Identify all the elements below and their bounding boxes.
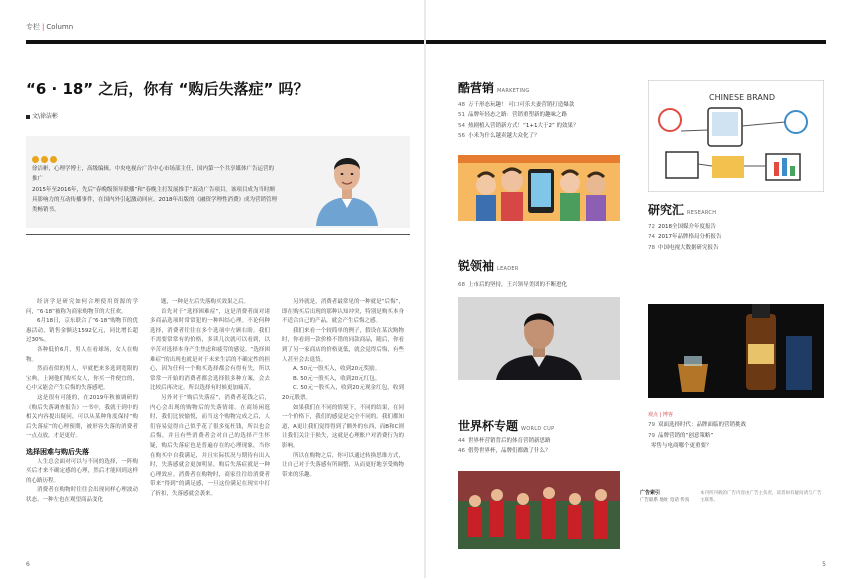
- article-headline: “6 · 18” 之后，你有 “购后失落症” 吗？: [26, 80, 309, 98]
- paragraph: 另外就是，消费者最常见的一种就是“后悔”，即在购买后出现的那种认知冲突，特别是购买本身不适合自己的产品，就会产生后悔之感。: [282, 299, 404, 325]
- section-leader-title: [458, 257, 519, 274]
- paragraph: 然而看似的男人，早就把来多选到宽限的宝典，上网他们购买女人，你买一件便宜的，心中又能会产生后悔的失落感吧。: [26, 366, 138, 392]
- marketing-list: [458, 100, 638, 142]
- paragraph: C. 50元一股买入，收到20元现金红包，收到20元股票。: [282, 385, 404, 401]
- article-byline: 文\徐洁彬: [26, 111, 58, 120]
- ad-index-right: 本刊所刊载的广告内容由广告主负责，读者如有疑问请与广告主联系。: [700, 491, 822, 503]
- article-column-1: [26, 298, 138, 505]
- worldcup-photo: [458, 471, 620, 549]
- top-rule: [426, 40, 826, 44]
- paragraph: 6月18日，京东联合了“6·18”购物节的优惠活动，销售金额达1592亿元，同比增长超过30%。: [26, 318, 138, 344]
- top-rule: [26, 40, 424, 44]
- paragraph: 这是很有可能的，在2019年秋被调研的《购后失落调查报告》一书中，我就于到中的相关内容提出疑问，可以从某种角度保持“购后失落症”的心理预期，被形容失落的消费者一点点放，才是更好。: [26, 394, 138, 440]
- product-photo: [648, 304, 824, 398]
- list-item[interactable]: 零售与电商哪个更重要？: [651, 443, 712, 450]
- list-item[interactable]: 79 双面选择时代：品牌面临的营销挑战: [648, 422, 747, 429]
- page-number: 6: [26, 561, 30, 568]
- author-bio: [32, 164, 278, 216]
- section-title-en: WORLD CUP: [521, 426, 555, 432]
- dot-icon: [50, 156, 57, 163]
- worldcup-list: [458, 436, 638, 457]
- dot-icon: [41, 156, 48, 163]
- column-tag-en: Column: [46, 23, 74, 31]
- dot-icon: [32, 156, 39, 163]
- list-item[interactable]: 48 万千形态玩趣！ 可口可乐夫妻营销打造爆款: [458, 102, 575, 108]
- section-research-title: [648, 201, 716, 218]
- leader-photo: [458, 297, 620, 380]
- section-title-en: LEADER: [497, 266, 519, 272]
- list-item[interactable]: 51 品牌年轻态之路：营销重塑新的趣味之路: [458, 112, 568, 119]
- list-item[interactable]: 54 热剧植入营销新方式！“1+1大于2” 的效果？: [458, 122, 579, 129]
- section-subhead: 选择困难与购后失落: [26, 447, 89, 456]
- right-page: [426, 0, 850, 578]
- paragraph: 各种低价6月，男人在看球场，女人在购物。: [26, 346, 138, 363]
- brand-label: CHINESE BRAND: [708, 93, 776, 102]
- section-marketing-title: [458, 79, 530, 96]
- paragraph: 我们来看一个较简单的例子，假设在某次购物时，你看到一款价格不错的同款商品，随后，你看到了另一家商店的价格更低，就会觉得后悔，有些人甚至会去退货。: [282, 327, 404, 363]
- list-item[interactable]: 78 中国电视大数据研究报告: [648, 244, 719, 251]
- paragraph: 经济学是研究如何合理使用资源的学问，“6·18”被称为商家购物节的大狂欢。: [26, 299, 138, 315]
- views-header: 观点 | 博客: [648, 412, 673, 418]
- paragraph: A. 50元一股买入，收到20元奖励。: [293, 366, 381, 373]
- column-tag: 专栏 | Column: [26, 23, 74, 31]
- cartoon-illustration: [458, 155, 620, 221]
- author-photo: [308, 140, 386, 226]
- author-box: [26, 136, 410, 228]
- article-column-2: [150, 298, 270, 499]
- ad-index-title: 广告索引: [640, 490, 661, 496]
- ad-index-left: [640, 490, 694, 504]
- paragraph: 首先对于“选择困难症”，这是消费者面对诸多商品选项时常常犯的一种纠结心理。不论何种选择，消费者往往在多个选项中左顾右盼。我们不需要常常有的价格，多读几次就可以看到，以辛苦对选择本身产生焦虑和疲劳的感觉。“选择困难症”的出现也就是对于未来生活的不确定性的担心，因为任何一个购买选择都会有得有失，所以常常一开始的消费者都会选择很多种方案，会去比较后再决定。所以选择有时候更加痛苦。: [150, 308, 270, 392]
- section-worldcup-title: [458, 417, 554, 434]
- section-title-en: RESEARCH: [687, 210, 717, 216]
- list-item[interactable]: 56 小米为什么越卖越大众化了？: [458, 133, 540, 140]
- paragraph: 另外对于“购后失落症”，消费者花钱之后，内心会出现的购物后的失落情绪。在商场闲逛时，我们比较愉悦，而当这个购物完成之后，人们容易觉得自己似乎花了很多冤枉钱，所以也会后悔，并且有些消费者会对自己的选择产生怀疑，购后失落症也是普遍存在的心理现象，当你在购买中自我满足，并且实际状况与期待有出入时，失落感就会更加明显，购后失落症就是一种心理效应。消费者在购物时，商家往往给消费者带来“得到”的满足感，一旦这份满足在现实中打了折扣，失落感就会袭来。: [150, 394, 270, 497]
- paragraph: 如果我们在不同的情境下，不同的结果，在同一个价格下，我们的感觉是完全不同的。我们都知道，A更让我们觉得得到了额外的东西，而B和C则让我们关注于损失，这就是心理账户对消费行为的影响。: [282, 404, 404, 449]
- research-list: [648, 222, 828, 253]
- section-title-cn: 世界杯专题: [458, 419, 519, 433]
- section-title-en: MARKETING: [497, 88, 530, 94]
- author-bio-line: 徐洁彬，心理学博士，高级编辑。中央电视台广告中心市场部主任，国内第一个共享媒体广告运营的推广: [32, 166, 275, 182]
- leader-list: [458, 280, 638, 290]
- column-tag-cn: 专栏: [26, 23, 40, 31]
- paragraph: 消费者在购物时往往会出现同样心理波动状态。一种左也在观望商品变化: [26, 487, 138, 503]
- left-page: [0, 0, 424, 578]
- research-illustration: [648, 80, 824, 192]
- divider: [26, 234, 410, 235]
- list-item[interactable]: 68 上市后的坚持，王兴领导美团的不断进化: [458, 282, 568, 288]
- section-title-cn: 锐领袖: [458, 259, 495, 273]
- article-column-3: [282, 298, 404, 480]
- list-item[interactable]: 46 借势世界杯，品牌们都做了什么？: [458, 448, 551, 455]
- list-item[interactable]: 44 世界杯营销背后的体育营销新思路: [458, 438, 551, 444]
- paragraph: 人生总会面对可以与不同的选择，一阵购买后才来不确定感的心理，然后才能回到这样的心路历程。: [26, 458, 138, 484]
- author-bio-line: 2015年至2016年，先后“春晚级领导联播”和“春晚主打发展推手”双动广告项目。该项目成为当时颇具影响力的互动传播事件，在国内外引起激动回应。2018年出版的《融资学理性消费》成为营销管理类畅销书。: [32, 187, 278, 213]
- ad-index-text: 广告联系 地址 电话 传真: [640, 498, 690, 503]
- section-title-cn: 研究汇: [648, 203, 685, 217]
- list-item[interactable]: 79 品牌营销的“创意策略”: [648, 432, 714, 439]
- section-title-cn: 酷营销: [458, 81, 495, 95]
- paragraph: 所以在购物之后，你可以通过转换思维方式，让自己对于失落感有所调整，从而更好地享受购物带来的乐趣。: [282, 452, 404, 478]
- list-item[interactable]: 72 2018全国媒介年度报告: [648, 224, 716, 230]
- ad-index-box: [640, 490, 824, 560]
- list-item[interactable]: 74 2017年品牌格局分析报告: [648, 234, 722, 241]
- paragraph: B. 50元一股买入，收到20元红包。: [293, 375, 381, 382]
- views-list: [648, 410, 828, 452]
- page-number: 5: [822, 561, 826, 568]
- paragraph: 题，一种是左后失落购买效果之后。: [161, 299, 250, 305]
